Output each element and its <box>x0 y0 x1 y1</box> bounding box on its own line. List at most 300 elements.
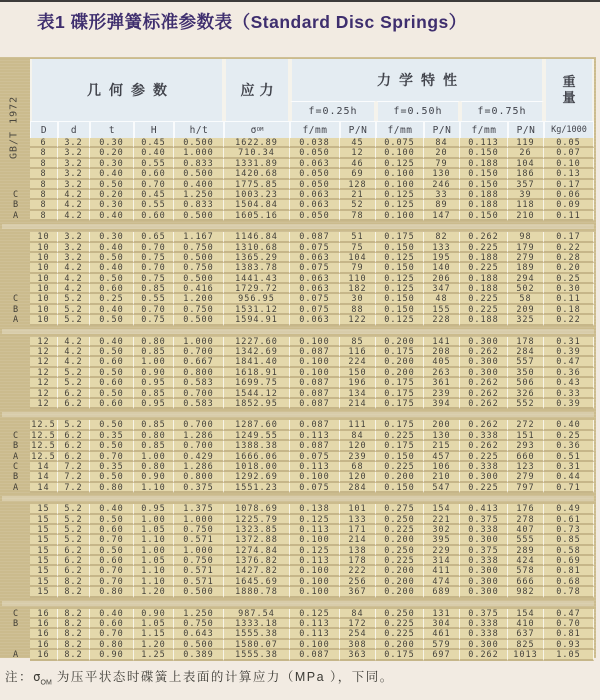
data-cell: 0.50 <box>90 389 134 399</box>
data-cell: 58 <box>508 294 544 304</box>
data-cell: 3.2 <box>58 169 90 179</box>
data-cell: 0.50 <box>90 253 134 263</box>
data-cell: 0.125 <box>376 190 424 200</box>
data-cell: 0.150 <box>376 305 424 315</box>
data-cell: 0.125 <box>290 609 340 619</box>
data-cell: 0.050 <box>290 169 340 179</box>
data-cell: 0.50 <box>90 347 134 357</box>
data-cell: 75 <box>340 243 376 253</box>
data-cell: 0.22 <box>544 315 594 325</box>
table-band <box>0 57 596 661</box>
data-cell: 0.60 <box>90 556 134 566</box>
data-cell: 15 <box>30 515 58 525</box>
data-cell: 0.075 <box>290 483 340 493</box>
data-cell: 221 <box>424 515 460 525</box>
data-cell: 8.2 <box>58 619 90 629</box>
row-label: B <box>12 304 20 315</box>
data-cell: 0.55 <box>134 200 174 210</box>
data-cell: 350 <box>508 368 544 378</box>
data-cell: 660 <box>508 452 544 462</box>
data-cell: 0.375 <box>460 609 508 619</box>
data-cell: 0.70 <box>90 535 134 545</box>
data-cell: 123 <box>508 462 544 472</box>
data-cell: 3.2 <box>58 232 90 242</box>
data-cell: 8 <box>30 180 58 190</box>
data-cell: 502 <box>508 284 544 294</box>
data-cell: 278 <box>508 515 544 525</box>
data-cell: 0.300 <box>460 535 508 545</box>
data-cell: 140 <box>424 263 460 273</box>
data-cell: 263 <box>424 368 460 378</box>
data-cell: 1551.23 <box>224 483 290 493</box>
data-cell: 0.300 <box>460 357 508 367</box>
data-cell: 357 <box>508 180 544 190</box>
data-cell: 0.50 <box>90 441 134 451</box>
row-label <box>2 232 30 242</box>
load-level-label: f=0.50h <box>376 101 460 121</box>
data-cell: 0.300 <box>460 472 508 482</box>
data-cell: 1146.84 <box>224 232 290 242</box>
data-cell: 0.85 <box>544 535 594 545</box>
data-cell: 0.750 <box>174 305 224 315</box>
data-cell: 0.25 <box>90 294 134 304</box>
sigma-symbol: σ <box>250 124 257 136</box>
data-cell: 20 <box>424 148 460 158</box>
data-cell: 0.338 <box>460 629 508 639</box>
data-cell: 0.188 <box>460 284 508 294</box>
data-cell: 0.188 <box>460 253 508 263</box>
row-label <box>2 420 30 430</box>
data-cell: 133 <box>424 243 460 253</box>
data-cell: 1427.82 <box>224 566 290 576</box>
data-cell: 1287.60 <box>224 420 290 430</box>
data-cell: 154 <box>508 609 544 619</box>
data-cell: 0.416 <box>174 284 224 294</box>
data-cell: 411 <box>424 566 460 576</box>
data-cell: 506 <box>508 378 544 388</box>
data-cell: 26 <box>508 148 544 158</box>
data-cell: 0.225 <box>460 243 508 253</box>
data-cell: 1420.68 <box>224 169 290 179</box>
data-cell: 0.050 <box>290 148 340 158</box>
data-cell: 0.500 <box>174 274 224 284</box>
data-cell: 0.063 <box>290 190 340 200</box>
data-cell: 111 <box>340 420 376 430</box>
data-cell: 0.175 <box>376 441 424 451</box>
data-cell: 150 <box>340 368 376 378</box>
data-cell: 0.113 <box>290 525 340 535</box>
data-cell: 367 <box>340 587 376 597</box>
data-cell: 1555.38 <box>224 650 290 660</box>
data-cell: 0.225 <box>376 462 424 472</box>
data-cell: 304 <box>424 619 460 629</box>
data-cell: 308 <box>340 640 376 650</box>
data-cell: 0.125 <box>376 159 424 169</box>
data-cell: 0.087 <box>290 420 340 430</box>
row-label: A <box>12 650 20 661</box>
data-cell: 0.500 <box>174 138 224 148</box>
data-cell: 0.100 <box>376 148 424 158</box>
data-cell: 21 <box>340 190 376 200</box>
data-cell: 825 <box>508 640 544 650</box>
data-cell: 10 <box>30 284 58 294</box>
row-label <box>2 577 30 587</box>
data-cell: 0.700 <box>174 441 224 451</box>
data-cell: 176 <box>508 504 544 514</box>
data-cell: 0.55 <box>134 294 174 304</box>
data-cell: 229 <box>424 546 460 556</box>
data-cell: 1.000 <box>174 515 224 525</box>
data-cell: 10 <box>30 263 58 273</box>
data-cell: 12 <box>30 357 58 367</box>
data-cell: 16 <box>30 609 58 619</box>
data-cell: 0.113 <box>460 138 508 148</box>
data-cell: 10 <box>30 294 58 304</box>
data-cell: 3.2 <box>58 148 90 158</box>
data-cell: 1.375 <box>174 504 224 514</box>
data-cell: 10 <box>30 315 58 325</box>
data-cell: 0.500 <box>174 253 224 263</box>
row-label <box>2 525 30 535</box>
data-cell: 104 <box>340 253 376 263</box>
data-cell: 0.36 <box>544 368 594 378</box>
column-header: d <box>58 121 90 138</box>
data-cell: 1323.85 <box>224 525 290 535</box>
data-cell: 0.20 <box>90 148 134 158</box>
data-cell: 5.2 <box>58 504 90 514</box>
data-cell: 0.188 <box>460 159 508 169</box>
data-cell: 131 <box>424 609 460 619</box>
data-cell: 797 <box>508 483 544 493</box>
data-cell: 0.70 <box>134 263 174 273</box>
data-cell: 0.262 <box>460 232 508 242</box>
row-label <box>2 243 30 253</box>
data-cell: 101 <box>340 504 376 514</box>
data-cell: 0.150 <box>376 483 424 493</box>
data-cell: 1.25 <box>134 650 174 660</box>
data-cell: 0.80 <box>134 337 174 347</box>
data-cell: 0.100 <box>290 368 340 378</box>
data-cell: 0.60 <box>90 619 134 629</box>
data-cell: 1.10 <box>134 566 174 576</box>
data-cell: 104 <box>508 159 544 169</box>
data-cell: 1.000 <box>174 337 224 347</box>
data-cell: 363 <box>340 650 376 660</box>
data-cell: 1531.12 <box>224 305 290 315</box>
row-label <box>2 546 30 556</box>
data-cell: 0.07 <box>544 148 594 158</box>
data-cell: 0.338 <box>460 556 508 566</box>
data-cell: 0.50 <box>90 180 134 190</box>
data-cell: 12.5 <box>30 431 58 441</box>
row-label: B <box>12 619 20 630</box>
data-cell: 84 <box>340 609 376 619</box>
data-cell: 0.413 <box>460 504 508 514</box>
data-cell: 189 <box>508 263 544 273</box>
data-cell: 246 <box>424 180 460 190</box>
data-cell: 15 <box>30 525 58 535</box>
data-cell: 0.80 <box>90 587 134 597</box>
data-cell: 224 <box>340 357 376 367</box>
data-cell: 214 <box>340 399 376 409</box>
data-cell: 6.2 <box>58 556 90 566</box>
row-label <box>2 357 30 367</box>
data-cell: 15 <box>30 556 58 566</box>
data-cell: 325 <box>508 315 544 325</box>
data-cell: 0.063 <box>290 284 340 294</box>
data-cell: 10 <box>30 274 58 284</box>
data-cell: 0.125 <box>376 284 424 294</box>
data-cell: 14 <box>30 483 58 493</box>
data-cell: 222 <box>340 566 376 576</box>
data-cell: 0.33 <box>544 389 594 399</box>
data-cell: 0.70 <box>90 629 134 639</box>
data-cell: 0.125 <box>290 546 340 556</box>
data-cell: 0.300 <box>460 587 508 597</box>
data-cell: 12 <box>30 368 58 378</box>
data-cell: 6.2 <box>58 399 90 409</box>
data-cell: 0.100 <box>290 577 340 587</box>
data-cell: 1.286 <box>174 431 224 441</box>
group-spacer <box>2 598 594 609</box>
data-cell: 1292.69 <box>224 472 290 482</box>
data-cell: 0.31 <box>544 337 594 347</box>
row-label <box>2 378 30 388</box>
data-cell: 0.087 <box>290 399 340 409</box>
data-cell: 0.300 <box>460 577 508 587</box>
data-cell: 0.70 <box>134 243 174 253</box>
data-cell: 0.300 <box>460 368 508 378</box>
row-label <box>2 389 30 399</box>
data-cell: 0.47 <box>544 357 594 367</box>
data-cell: 0.225 <box>460 305 508 315</box>
data-cell: 3.2 <box>58 138 90 148</box>
column-header: Kg/1000 <box>544 121 594 138</box>
data-cell: 15 <box>30 577 58 587</box>
data-cell: 0.800 <box>174 368 224 378</box>
data-cell: 555 <box>508 535 544 545</box>
data-cell: 0.90 <box>134 609 174 619</box>
data-cell: 0.075 <box>290 305 340 315</box>
data-cell: 210 <box>508 211 544 221</box>
data-cell: 0.30 <box>90 159 134 169</box>
data-cell: 1594.91 <box>224 315 290 325</box>
data-cell: 15 <box>30 535 58 545</box>
data-cell: 16 <box>30 640 58 650</box>
data-cell: 0.70 <box>90 577 134 587</box>
header-geometry: 几何参数 <box>30 59 224 121</box>
data-cell: 0.40 <box>90 504 134 514</box>
row-label: A <box>12 315 20 326</box>
data-cell: 1.000 <box>174 546 224 556</box>
data-cell: 0.40 <box>90 243 134 253</box>
data-cell: 697 <box>424 650 460 660</box>
data-cell: 0.60 <box>90 378 134 388</box>
data-cell: 0.175 <box>376 232 424 242</box>
data-cell: 689 <box>424 587 460 597</box>
row-label <box>2 159 30 169</box>
data-cell: 0.35 <box>90 462 134 472</box>
data-cell: 0.225 <box>376 629 424 639</box>
row-label: B <box>12 472 20 483</box>
data-cell: 5.2 <box>58 420 90 430</box>
data-cell: 0.40 <box>544 420 594 430</box>
data-cell: 1331.89 <box>224 159 290 169</box>
data-cell: 16 <box>30 650 58 660</box>
data-cell: 0.60 <box>90 399 134 409</box>
data-cell: 119 <box>508 138 544 148</box>
data-cell: 0.30 <box>90 232 134 242</box>
data-cell: 1.250 <box>174 190 224 200</box>
header-side-slot <box>2 59 30 138</box>
data-cell: 1441.43 <box>224 274 290 284</box>
data-cell: 279 <box>508 472 544 482</box>
data-cell: 0.250 <box>376 609 424 619</box>
data-cell: 0.73 <box>544 525 594 535</box>
data-cell: 0.70 <box>134 180 174 190</box>
header-weight <box>544 59 594 121</box>
data-cell: 0.40 <box>134 148 174 158</box>
data-cell: 14 <box>30 462 58 472</box>
data-cell: 178 <box>340 556 376 566</box>
data-cell: 3.2 <box>58 253 90 263</box>
data-cell: 4.2 <box>58 347 90 357</box>
data-cell: 200 <box>424 420 460 430</box>
column-header <box>224 121 290 138</box>
data-cell: 326 <box>508 389 544 399</box>
row-label <box>2 180 30 190</box>
data-cell: 239 <box>340 452 376 462</box>
data-cell: 272 <box>508 420 544 430</box>
data-cell: 0.175 <box>376 420 424 430</box>
data-cell: 0.188 <box>460 190 508 200</box>
data-cell: 0.375 <box>174 483 224 493</box>
data-cell: 1.05 <box>544 650 594 660</box>
data-cell: 0.28 <box>544 253 594 263</box>
load-level-label: f=0.75h <box>460 101 544 121</box>
data-cell: 1580.07 <box>224 640 290 650</box>
data-cell: 0.40 <box>90 609 134 619</box>
data-cell: 0.150 <box>460 169 508 179</box>
data-cell: 0.90 <box>90 650 134 660</box>
data-cell: 0.61 <box>544 515 594 525</box>
data-cell: 0.45 <box>134 138 174 148</box>
data-cell: 239 <box>424 389 460 399</box>
data-cell: 0.125 <box>376 315 424 325</box>
data-cell: 134 <box>340 389 376 399</box>
data-cell: 0.225 <box>460 452 508 462</box>
data-cell: 0.49 <box>544 504 594 514</box>
data-cell: 637 <box>508 629 544 639</box>
data-cell: 0.113 <box>290 619 340 629</box>
data-cell: 154 <box>424 504 460 514</box>
data-cell: 0.400 <box>174 180 224 190</box>
data-cell: 0.06 <box>544 190 594 200</box>
data-cell: 0.17 <box>544 180 594 190</box>
data-cell: 314 <box>424 556 460 566</box>
row-label: C <box>12 430 20 441</box>
data-cell: 0.188 <box>460 200 508 210</box>
data-cell: 0.95 <box>134 504 174 514</box>
data-cell: 116 <box>340 347 376 357</box>
data-cell: 5.2 <box>58 305 90 315</box>
data-cell: 0.583 <box>174 399 224 409</box>
data-cell: 0.262 <box>460 378 508 388</box>
data-cell: 0.750 <box>174 263 224 273</box>
data-cell: 410 <box>508 619 544 629</box>
data-cell: 0.300 <box>460 337 508 347</box>
data-cell: 151 <box>508 431 544 441</box>
data-cell: 206 <box>424 274 460 284</box>
data-cell: 196 <box>340 378 376 388</box>
data-cell: 0.389 <box>174 650 224 660</box>
data-cell: 1622.89 <box>224 138 290 148</box>
data-cell: 578 <box>508 566 544 576</box>
data-cell: 0.667 <box>174 357 224 367</box>
data-cell: 182 <box>340 284 376 294</box>
data-cell: 0.36 <box>544 441 594 451</box>
data-cell: 0.50 <box>90 368 134 378</box>
data-cell: 0.81 <box>544 629 594 639</box>
row-label <box>2 347 30 357</box>
data-cell: 5.2 <box>58 315 90 325</box>
data-cell: 1376.82 <box>224 556 290 566</box>
data-cell: 0.22 <box>544 243 594 253</box>
data-cell: 14 <box>30 472 58 482</box>
data-cell: 0.75 <box>134 315 174 325</box>
data-cell: 0.39 <box>544 399 594 409</box>
data-cell: 8.2 <box>58 629 90 639</box>
data-cell: 0.188 <box>460 274 508 284</box>
data-cell: 10 <box>30 232 58 242</box>
sigma-subscript: OM <box>40 679 52 687</box>
data-cell: 0.85 <box>134 284 174 294</box>
data-cell: 120 <box>340 472 376 482</box>
data-cell: 457 <box>424 452 460 462</box>
row-label <box>2 337 30 347</box>
data-cell: 133 <box>340 515 376 525</box>
data-cell: 0.30 <box>90 200 134 210</box>
data-cell: 186 <box>508 169 544 179</box>
data-cell: 1227.60 <box>224 337 290 347</box>
data-cell: 6.2 <box>58 452 90 462</box>
data-cell: 120 <box>340 441 376 451</box>
data-cell: 15 <box>30 546 58 556</box>
data-cell: 0.125 <box>290 515 340 525</box>
data-cell: 8.2 <box>58 640 90 650</box>
data-cell: 0.338 <box>460 619 508 629</box>
data-cell: 987.54 <box>224 609 290 619</box>
row-label <box>2 399 30 409</box>
data-cell: 12 <box>30 399 58 409</box>
load-level-label: f=0.25h <box>290 101 376 121</box>
data-cell: 0.100 <box>290 640 340 650</box>
data-cell: 0.250 <box>376 515 424 525</box>
data-cell: 0.113 <box>290 556 340 566</box>
data-cell: 0.375 <box>460 546 508 556</box>
data-cell: 0.75 <box>134 253 174 263</box>
data-cell: 0.100 <box>290 472 340 482</box>
row-label <box>2 515 30 525</box>
data-cell: 474 <box>424 577 460 587</box>
row-label <box>2 640 30 650</box>
data-cell: 0.138 <box>290 504 340 514</box>
data-cell: 0.833 <box>174 200 224 210</box>
data-cell: 0.58 <box>544 546 594 556</box>
data-cell: 0.063 <box>290 315 340 325</box>
data-cell: 33 <box>424 190 460 200</box>
data-cell: 0.262 <box>460 441 508 451</box>
